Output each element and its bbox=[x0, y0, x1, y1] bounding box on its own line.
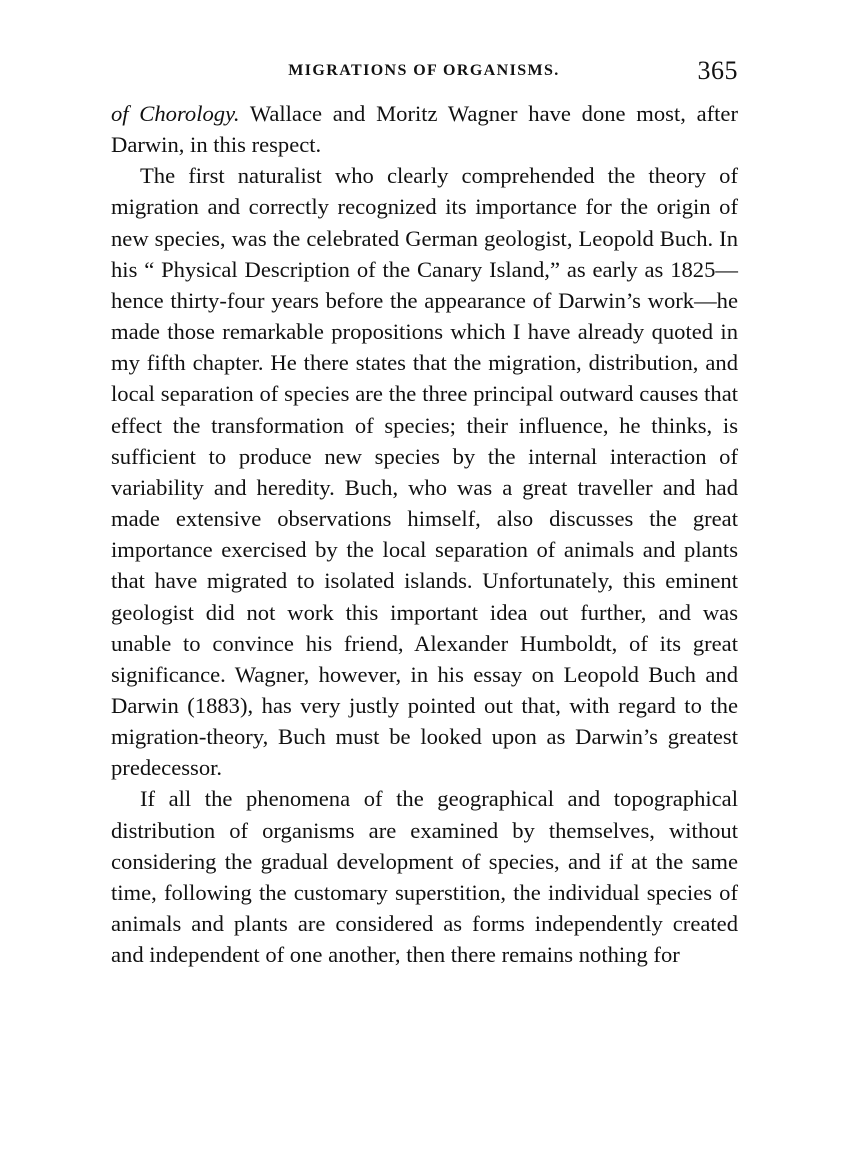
paragraph-buch: The first naturalist who clearly comprehended the theory of migration and correctly recognized its importance for the origin of new species, was the celebrated German geologist, Leopold Buch. In his “ Physical Description of the Canary Island,” as early as 1825—hence thirty-four years before the appearance of Darwin’s work—he made those remarkable propositions which I have already quoted in my fifth chapter. He there states that the migration, distribution, and local separation of species are the three principal outward causes that effect the transformation of species; their influence, he thinks, is sufficient to produce new species by the internal interaction of variability and heredity. Buch, who was a great traveller and had made extensive observations himself, also discusses the great importance exercised by the local separation of animals and plants that have migrated to isolated islands. Unfortunately, this eminent geologist did not work this important idea out further, and was unable to convince his friend, Alexander Humboldt, of its great significance. Wagner, however, in his essay on Leopold Buch and Darwin (1883), has very justly pointed out that, with regard to the migration-theory, Buch must be looked upon as Darwin’s greatest predecessor. bbox=[111, 163, 738, 781]
running-head bbox=[110, 56, 738, 92]
paragraph-distribution: If all the phenomena of the geographical and topographical distribution of organisms are examined by themselves, without considering the gradual development of species, and if at the same time, following the customary superstition, the individual species of animals and plants are considered as forms independently created and independent of one another, then there remains nothing for bbox=[111, 786, 738, 968]
body-text bbox=[111, 98, 738, 970]
italic-lead-text: of Chorology. bbox=[111, 101, 240, 126]
paragraph-text: Wallace and Moritz Wagner have done most, after Darwin, in this respect. bbox=[111, 101, 738, 158]
paragraph-continuation bbox=[111, 98, 738, 160]
page-number: 365 bbox=[697, 56, 738, 85]
running-title: MIGRATIONS OF ORGANISMS. bbox=[288, 62, 560, 79]
